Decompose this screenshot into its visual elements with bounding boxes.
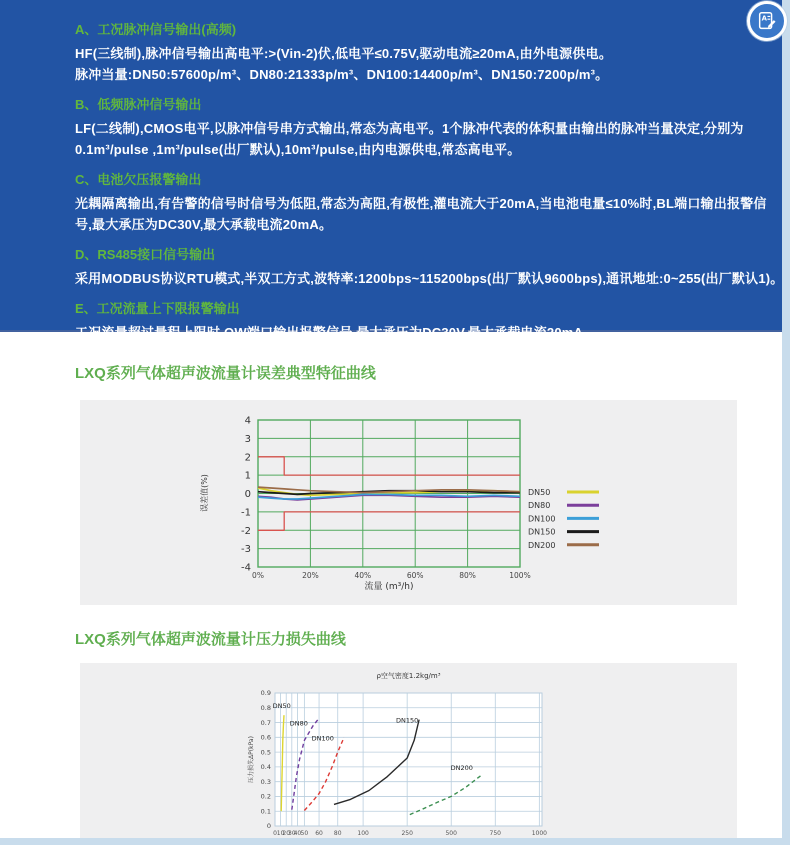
spec-section-line: 脉冲当量:DN50:57600p/m³、DN80:21333p/m³、DN100:14400p/m³、DN150:7200p/m³。: [75, 67, 609, 82]
svg-text:500: 500: [445, 830, 457, 837]
svg-text:20%: 20%: [302, 571, 319, 580]
svg-text:-4: -4: [241, 562, 251, 574]
svg-text:3: 3: [244, 433, 251, 445]
svg-text:-1: -1: [241, 507, 251, 519]
svg-text:40%: 40%: [354, 571, 372, 580]
svg-text:0.9: 0.9: [260, 689, 271, 698]
svg-text:80%: 80%: [459, 571, 476, 580]
section-title-error-curve: LXQ系列气体超声波流量计误差典型特征曲线: [75, 365, 376, 382]
svg-text:0.7: 0.7: [260, 718, 271, 727]
svg-text:误差值(%): 误差值(%): [200, 474, 209, 512]
svg-text:0.6: 0.6: [260, 733, 271, 742]
spec-section-line: 工况流量超过量程上限时,QW端口输出报警信号,最大承压为DC30V,最大承载电流20mA。: [75, 325, 597, 340]
spec-panel: [0, 0, 784, 340]
svg-text:60: 60: [315, 830, 323, 837]
svg-text:DN150: DN150: [396, 716, 419, 725]
svg-text:20: 20: [282, 830, 291, 837]
svg-text:4: 4: [244, 415, 251, 427]
spec-section-line: LF(二线制),CMOS电平,以脉冲信号串方式输出,常态为高电平。1个脉冲代表的体积量由输出的脉冲当量决定,分别为: [75, 121, 744, 136]
spec-section-line: 号,最大承压为DC30V,最大承载电流20mA。: [75, 217, 333, 232]
svg-text:0.8: 0.8: [260, 703, 271, 712]
svg-text:DN80: DN80: [289, 719, 308, 728]
svg-text:0.1: 0.1: [260, 807, 271, 816]
main-content: [0, 364, 782, 838]
svg-text:0.5: 0.5: [260, 748, 271, 757]
spec-section-line: 采用MODBUS协议RTU模式,半双工方式,波特率:1200bps~115200bps(出厂默认9600bps),通讯地址:0~255(出厂默认1)。: [75, 271, 784, 286]
spec-section-line: 0.1m³/pulse ,1m³/pulse(出厂默认),10m³/pulse,由内电源供电,常态高电平。: [75, 142, 521, 157]
spec-section-line: 光耦隔离输出,有告警的信号时信号为低阻,常态为高阻,有极性,灌电流大于20mA,当电池电量≤10%时,BL端口输出报警信: [75, 196, 767, 211]
svg-text:100: 100: [357, 830, 369, 837]
spec-section-line: HF(三线制),脉冲信号输出高电平:>(Vin-2)伏,低电平≤0.75V,驱动电流≥20mA,由外电源供电。: [75, 46, 613, 61]
edit-badge[interactable]: [747, 1, 787, 41]
svg-text:DN50: DN50: [528, 488, 551, 497]
svg-text:40: 40: [293, 830, 302, 837]
svg-text:DN50: DN50: [272, 701, 291, 710]
svg-text:0.2: 0.2: [260, 792, 271, 801]
svg-text:1000: 1000: [531, 830, 547, 837]
svg-text:DN150: DN150: [528, 527, 556, 537]
svg-text:250: 250: [401, 830, 413, 837]
svg-text:DN200: DN200: [528, 540, 556, 550]
svg-text:0: 0: [266, 822, 271, 831]
svg-text:0: 0: [244, 489, 251, 500]
spec-sections: [75, 19, 784, 343]
svg-text:DN100: DN100: [528, 514, 556, 524]
svg-text:80: 80: [333, 830, 342, 837]
pressure-chart-figure: [80, 663, 737, 838]
spec-section-heading: E、工况流量上下限报警输出: [75, 301, 240, 316]
svg-text:10: 10: [276, 830, 285, 837]
svg-text:0.3: 0.3: [260, 777, 271, 786]
svg-text:2: 2: [244, 452, 251, 464]
svg-text:750: 750: [489, 830, 502, 837]
spec-section-heading: C、电池欠压报警输出: [75, 172, 202, 187]
spec-section-heading: D、RS485接口信号输出: [75, 247, 216, 262]
svg-text:流量 (m³/h): 流量 (m³/h): [364, 582, 414, 592]
svg-text:ρ空气密度1.2kg/m³: ρ空气密度1.2kg/m³: [376, 672, 441, 680]
document-edit-icon: [756, 10, 778, 32]
svg-text:50: 50: [300, 830, 309, 837]
svg-text:-3: -3: [241, 544, 251, 556]
svg-text:压力损失ΔP(kPa): 压力损失ΔP(kPa): [248, 736, 255, 783]
svg-text:60%: 60%: [406, 571, 424, 580]
svg-text:DN100: DN100: [311, 734, 334, 743]
error-chart: [80, 400, 737, 605]
spec-section-heading: B、低频脉冲信号输出: [75, 97, 202, 112]
svg-text:1: 1: [244, 470, 251, 482]
section-title-pressure-curve: LXQ系列气体超声波流量计压力损失曲线: [75, 631, 346, 648]
svg-text:DN200: DN200: [450, 763, 473, 772]
svg-text:DN80: DN80: [528, 501, 551, 511]
svg-text:100%: 100%: [509, 571, 531, 580]
svg-text:30: 30: [288, 830, 296, 837]
svg-text:A: A: [761, 14, 767, 23]
svg-text:0%: 0%: [252, 571, 264, 580]
svg-text:-2: -2: [241, 525, 251, 537]
pressure-chart: [80, 663, 737, 838]
svg-text:0: 0: [273, 830, 277, 837]
spec-section-heading: A、工况脉冲信号输出(高频): [75, 22, 237, 37]
error-chart-figure: [80, 400, 737, 605]
svg-text:0.4: 0.4: [260, 763, 271, 772]
